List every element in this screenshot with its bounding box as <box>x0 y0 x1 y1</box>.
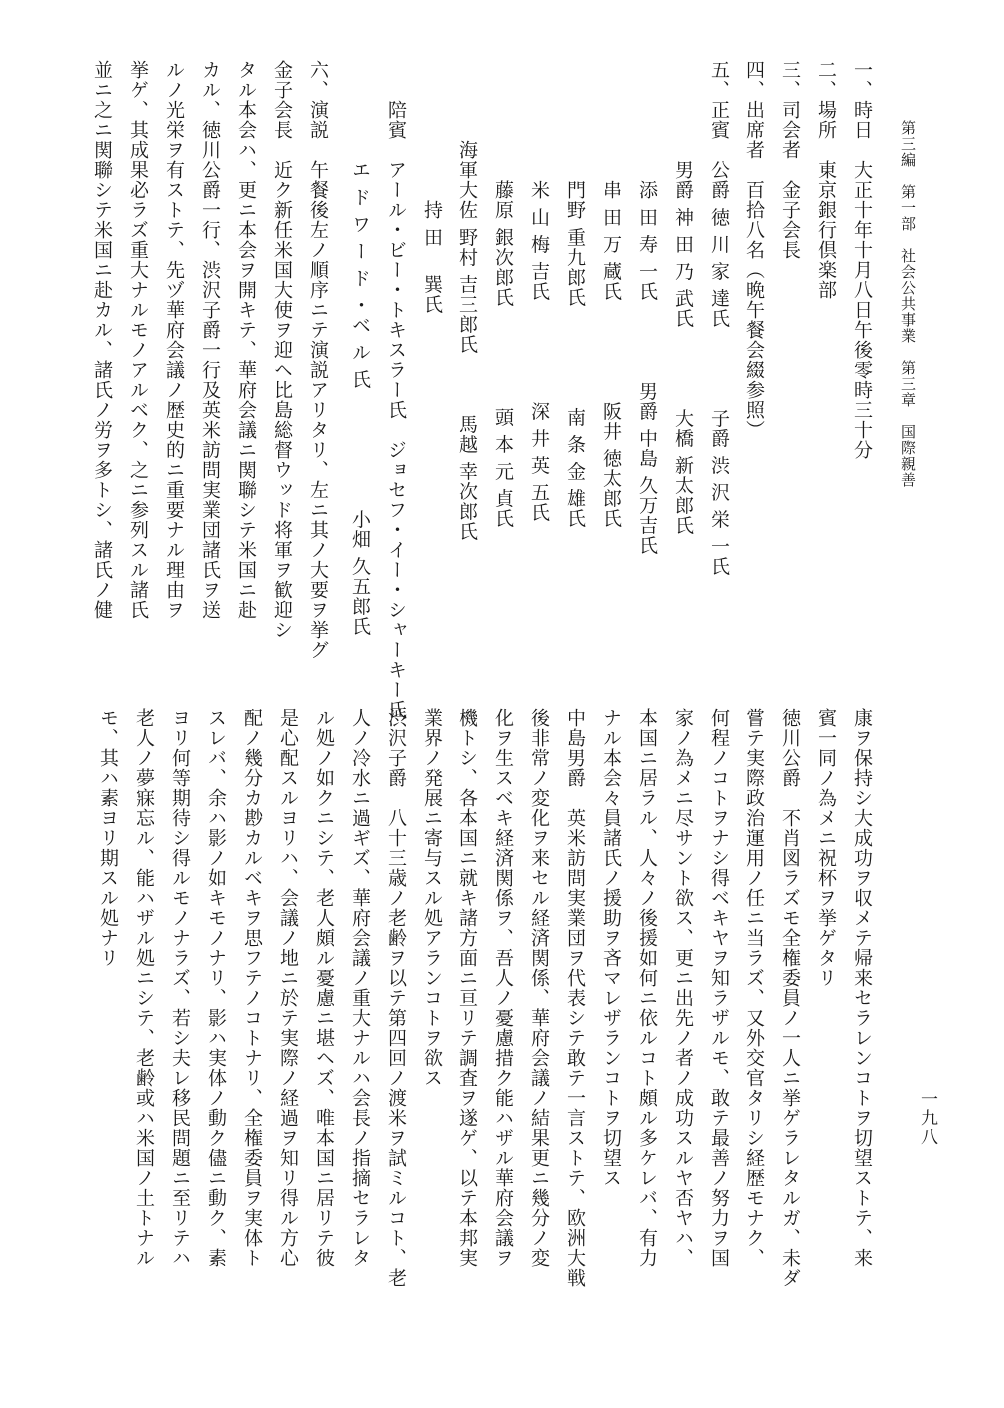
text-column: 人ノ冷水ニ過ギズ、華府会議ノ重大ナルハ会長ノ指摘セラレタ <box>349 708 371 1268</box>
text-column: 一、時日 大正十年十月八日午後零時三十分 <box>851 60 873 460</box>
text-column: 海軍大佐 野村 吉三郎氏 馬越 幸次郎氏 <box>456 60 478 542</box>
text-column: 家ノ為メニ尽サント欲ス、更ニ出先ノ者ノ成功スルヤ否ヤハ、 <box>672 708 694 1268</box>
text-column: 賓一同ノ為メニ祝杯ヲ挙ゲタリ <box>815 708 837 988</box>
text-column: 三、司会者 金子会長 <box>779 60 801 260</box>
text-column: ルノ光栄ヲ有ストテ、先ヅ華府会議ノ歴史的ニ重要ナル理由ヲ <box>163 60 185 620</box>
running-header: 第三編 第一部 社会公共事業 第三章 国際親善 <box>899 120 917 488</box>
text-column: 金子会長 近ク新任米国大使ヲ迎ヘ比島総督ウッド将軍ヲ歓迎シ <box>271 60 293 640</box>
text-column: 並ニ之ニ関聯シテ米国ニ赴カル、諸氏ノ労ヲ多トシ、諸氏ノ健 <box>91 60 113 620</box>
text-column: 挙ゲ、其成果必ラズ重大ナルモノアルベク、之ニ参列スル諸氏 <box>127 60 149 620</box>
text-column: 化ヲ生スベキ経済関係ヲ、吾人ノ憂慮措ク能ハザル華府会議ヲ <box>492 708 514 1268</box>
text-column: 本国ニ居ラル、人々ノ後援如何ニ依ルコト頗ル多ケレバ、有力 <box>636 708 658 1268</box>
text-column: 何程ノコトヲナシ得ベキヤヲ知ラザルモ、敢テ最善ノ努力ヲ国 <box>708 708 730 1268</box>
text-column: タル本会ハ、更ニ本会ヲ開キテ、華府会議ニ関聯シテ米国ニ赴 <box>235 60 257 620</box>
text-column: 五、正賓 公爵 徳 川 家 達氏 子爵 渋 沢 栄 一氏 <box>708 60 730 577</box>
text-column: 徳川公爵 不肖図ラズモ全権委員ノ一人ニ挙ゲラレタルガ、未ダ <box>779 708 801 1288</box>
text-column: 業界ノ発展ニ寄与スル処アランコトヲ欲ス <box>421 708 443 1088</box>
text-column: 米 山 梅 吉氏 深 井 英 五氏 <box>528 60 550 523</box>
text-column: スレバ、余ハ影ノ如キモノナリ、影ハ実体ノ動ク儘ニ動ク、素 <box>205 708 227 1268</box>
text-column: 持 田 巽氏 <box>421 60 443 315</box>
page-number: 一九八 <box>917 1090 937 1147</box>
text-column: 康ヲ保持シ大成功ヲ収メテ帰来セラレンコトヲ切望ストテ、来 <box>851 708 873 1268</box>
text-column: 男爵 神 田 乃 武氏 大橋 新太郎氏 <box>672 60 694 536</box>
text-column: 四、出席者 百拾八名（晩午餐会綴参照） <box>743 60 765 440</box>
text-column: エ ド ワ ー ド ・ベ ル 氏 小畑 久五郎氏 <box>349 60 371 637</box>
text-column: 添 田 寿 一氏 男爵 中島 久万吉氏 <box>636 60 658 556</box>
text-column: モ、其ハ素ヨリ期スル処ナリ <box>97 708 119 968</box>
text-column: 嘗テ実際政治運用ノ任ニ当ラズ、又外交官タリシ経歴モナク、 <box>743 708 765 1268</box>
text-column: 中島男爵 英米訪問実業団ヲ代表シテ敢テ一言ストテ、欧洲大戦 <box>564 708 586 1288</box>
text-column: ヨリ何等期待シ得ルモノナラズ、若シ夫レ移民問題ニ至リテハ <box>169 708 191 1268</box>
text-column: 老人ノ夢寐忘ル、能ハザル処ニシテ、老齢或ハ米国ノ土トナル <box>133 708 155 1268</box>
text-column: 六、演説 午餐後左ノ順序ニテ演説アリタリ、左ニ其ノ大要ヲ挙グ <box>307 60 329 660</box>
text-column: 串 田 万 蔵氏 阪井 徳太郎氏 <box>600 60 622 529</box>
text-column: ナル本会々員諸氏ノ援助ヲ吝マレザランコトヲ切望ス <box>600 708 622 1188</box>
text-column: 後非常ノ変化ヲ来セル経済関係、華府会議ノ結果更ニ幾分ノ変 <box>528 708 550 1268</box>
text-column: 是心配スルヨリハ、会議ノ地ニ於テ実際ノ経過ヲ知リ得ル方心 <box>277 708 299 1268</box>
text-column: ル処ノ如クニシテ、老人頗ル憂慮ニ堪ヘズ、唯本国ニ居リテ彼 <box>313 708 335 1268</box>
text-column: 門野 重九郎氏 南 条 金 雄氏 <box>564 60 586 529</box>
text-column: 機トシ、各本国ニ就キ諸方面ニ亘リテ調査ヲ遂ゲ、以テ本邦実 <box>456 708 478 1268</box>
text-column: 陪賓 アール・ビー・トキスラー氏 ジョセフ・イー・シャーキー氏 <box>385 60 407 720</box>
text-column: 渋沢子爵 八十三歳ノ老齢ヲ以テ第四回ノ渡米ヲ試ミルコト、老 <box>385 708 407 1288</box>
text-column: 配ノ幾分カ尠カルベキヲ思フテノコトナリ、全権委員ヲ実体ト <box>241 708 263 1268</box>
text-column: 二、場所 東京銀行倶楽部 <box>815 60 837 300</box>
text-column: カル、徳川公爵一行、渋沢子爵一行及英米訪問実業団諸氏ヲ送 <box>199 60 221 620</box>
text-column: 藤原 銀次郎氏 頭 本 元 貞氏 <box>492 60 514 529</box>
